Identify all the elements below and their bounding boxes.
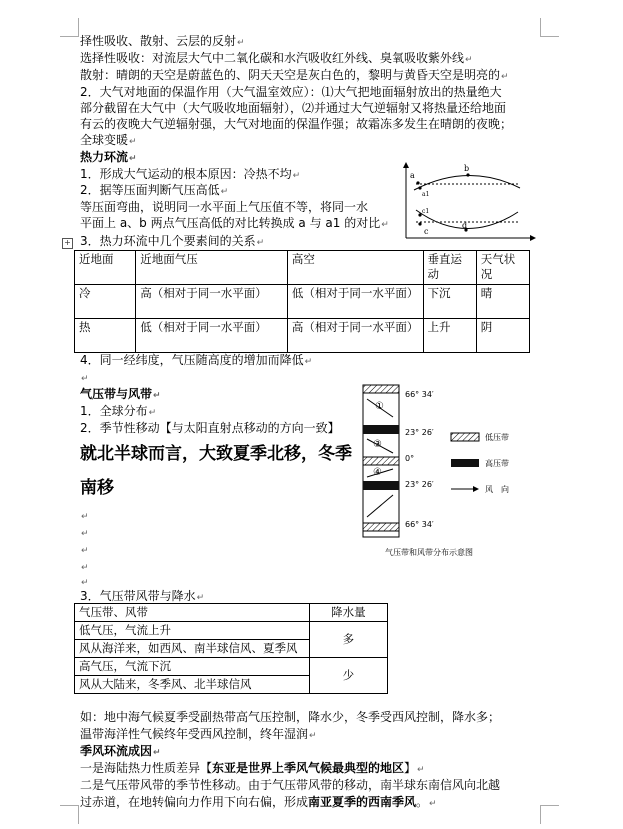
belt-number-3: ③: [373, 439, 382, 450]
emphasis-line: 南移: [80, 478, 114, 498]
text-line: 平面上 a、b 两点气压高低的对比转换成 a 与 a1 的对比↵: [80, 216, 389, 230]
latitude-23n: 23° 26′: [405, 428, 434, 437]
crop-mark-bl: [60, 805, 79, 824]
belt-number-1: ①: [375, 401, 384, 412]
table-cell: 晴: [476, 285, 529, 319]
empty-paragraph: ↵: [81, 563, 89, 573]
table-header: 近地面气压: [136, 251, 288, 285]
table-move-handle[interactable]: +: [62, 238, 73, 249]
table-cell: 高（相对于同一水平面）: [287, 319, 423, 353]
graph-axes: [403, 162, 536, 241]
belt-number-4: ④: [373, 467, 382, 478]
crop-mark-tr: [540, 18, 559, 37]
legend-high-pressure: 高压带: [485, 459, 509, 468]
table-row: [75, 604, 388, 622]
table-cell: 热: [75, 319, 136, 353]
table-cell: 上升: [423, 319, 476, 353]
table-row: [75, 622, 388, 640]
text-line: 择性吸收、散射、云层的反射↵: [80, 34, 245, 48]
empty-paragraph: ↵: [81, 374, 89, 384]
upper-isobar-curve: [414, 175, 520, 190]
empty-paragraph: ↵: [81, 578, 89, 588]
section-heading-monsoon: 季风环流成因↵: [80, 744, 161, 758]
table-row: [75, 251, 530, 285]
latitude-66n: 66° 34′: [405, 390, 434, 399]
crop-mark-br: [540, 805, 559, 824]
table-header: 高空: [287, 251, 423, 285]
text-line: 4．同一经纬度，气压随高度的增加而降低↵: [80, 353, 313, 367]
text-line: 一是海陆热力性质差异【东亚是世界上季风气候最典型的地区】↵: [80, 761, 425, 775]
latitude-0: 0°: [405, 454, 415, 463]
precipitation-table: [74, 603, 388, 694]
table-cell: 高气压，气流下沉: [75, 658, 310, 676]
thermal-circulation-table: [74, 250, 530, 353]
diagram-caption: 气压带和风带分布示意图: [385, 548, 473, 557]
table-header: 天气状况: [476, 251, 529, 285]
text-line: 2．大气对地面的保温作用（大气温室效应）：⑴大气把地面辐射放出的热量绝大: [80, 85, 502, 99]
table-header: 近地面: [75, 251, 136, 285]
text-line: 全球变暖↵: [80, 133, 137, 147]
text-line: 散射：晴朗的天空是蔚蓝色的、阴天天空是灰白色的，黎明与黄昏天空是明亮的↵: [80, 68, 509, 82]
empty-paragraph: ↵: [81, 546, 89, 556]
table-header: 气压带、风带: [75, 604, 310, 622]
table-cell: 低（相对于同一水平面）: [136, 319, 288, 353]
empty-paragraph: ↵: [81, 512, 89, 522]
text-line: 有云的夜晚大气逆辐射强，大气对地面的保温作强；故霜冻多发生在晴朗的夜晚；: [80, 117, 513, 131]
text-line: 过赤道，在地转偏向力作用下向右偏，形成南亚夏季的西南季风。↵: [80, 795, 437, 809]
text-line: 3．气压带风带与降水↵: [80, 589, 205, 603]
text-line: 温带海洋性气候终年受西风控制，终年湿润↵: [80, 727, 317, 741]
label-c: c: [424, 227, 429, 236]
emphasis-line: 就北半球而言，大致夏季北移，冬季: [80, 444, 352, 464]
crop-mark-tl: [60, 18, 79, 37]
latitude-66s: 66° 34′: [405, 520, 434, 529]
label-a: a: [410, 171, 415, 180]
table-row: [75, 658, 388, 676]
table-row: [75, 319, 530, 353]
latitude-23s: 23° 26′: [405, 480, 434, 489]
text-line: 1．全球分布↵: [80, 404, 157, 418]
table-header: 降水量: [309, 604, 387, 622]
table-cell: 少: [309, 658, 387, 694]
table-cell: 多: [309, 622, 387, 658]
text-line: 2．据等压面判断气压高低↵: [80, 183, 229, 197]
section-heading-thermal: 热力环流↵: [80, 150, 137, 164]
text-line: 1．形成大气运动的根本原因：冷热不均↵: [80, 167, 301, 181]
table-cell: 低（相对于同一水平面）: [287, 285, 423, 319]
table-row: [75, 285, 530, 319]
pressure-belt-diagram: [345, 377, 545, 562]
table-cell: 阴: [476, 319, 529, 353]
empty-paragraph: ↵: [81, 529, 89, 539]
table-cell: 风从大陆来，冬季风、北半球信风: [75, 676, 310, 694]
table-cell: 冷: [75, 285, 136, 319]
text-line: 二是气压带风带的季节性移动。由于气压带风带的移动，南半球东南信风向北越: [80, 778, 501, 792]
label-a1: a1: [422, 191, 430, 198]
legend-wind: 风 向: [485, 485, 509, 494]
label-c1: c1: [422, 208, 430, 215]
text-line: 选择性吸收：对流层大气中二氧化碳和水汽吸收红外线、臭氧吸收紫外线↵: [80, 51, 473, 65]
belt-column: [363, 385, 399, 537]
table-cell: 下沉: [423, 285, 476, 319]
text-line: 部分截留在大气中（大气吸收地面辐射），⑵并通过大气逆辐射又将热量还给地面: [80, 101, 507, 115]
text-line: 如：地中海气候夏季受副热带高气压控制，降水少，冬季受西风控制，降水多；: [80, 710, 501, 724]
table-cell: 风从海洋来，如西风、南半球信风、夏季风: [75, 640, 310, 658]
text-line: 2．季节性移动【与太阳直射点移动的方向一致】: [80, 421, 340, 435]
table-cell: 高（相对于同一水平面）: [136, 285, 288, 319]
table-header: 垂直运动: [423, 251, 476, 285]
text-line: 等压面弯曲，说明同一水平面上气压值不等，将同一水: [80, 200, 369, 214]
text-line: 3．热力环流中几个要素间的关系↵: [80, 234, 265, 248]
legend-low-pressure: 低压带: [485, 433, 509, 442]
label-d: d: [462, 221, 468, 230]
table-cell: 低气压，气流上升: [75, 622, 310, 640]
wind-arrow-icon: [451, 486, 479, 492]
isobar-graph: [398, 160, 540, 245]
label-b: b: [464, 164, 470, 173]
section-heading-belts: 气压带与风带↵: [80, 387, 161, 401]
